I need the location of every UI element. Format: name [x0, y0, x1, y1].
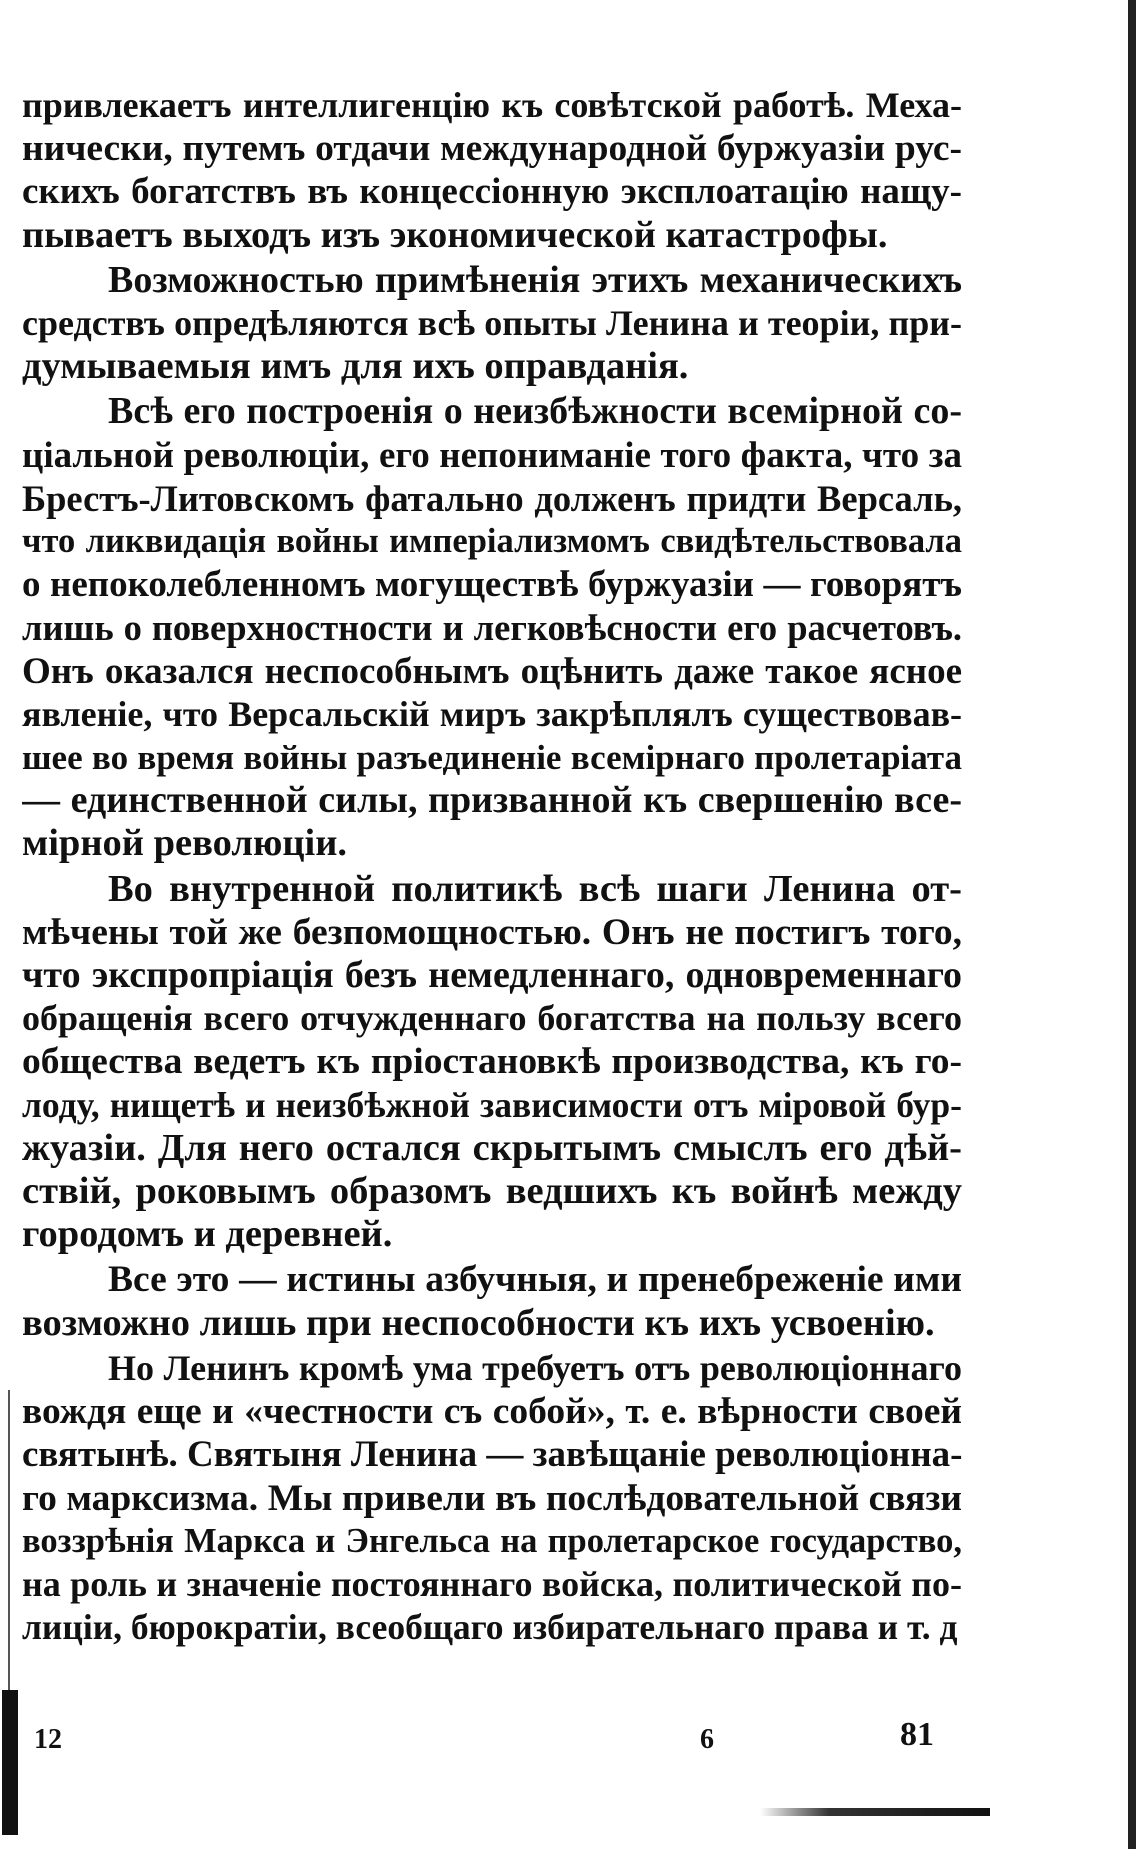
text-line: лоду, нищетѣ и неизбѣжной зависимости отъ міровой бур- — [22, 1084, 962, 1125]
paragraph — [22, 259, 962, 389]
text-line: Брестъ-Литовскомъ фатально долженъ придти Версаль, — [22, 477, 962, 519]
text-line: шее во время войны разъединеніе всемірнаго пролетаріата — [22, 738, 962, 778]
text-line: на роль и значеніе постояннаго войска, политической по- — [22, 1563, 962, 1604]
text-line: явленіе, что Версальскій миръ закрѣплялъ существовав- — [22, 693, 962, 734]
text-line: мѣчены той же безпомощностью. Онъ не постигъ того, — [22, 911, 962, 953]
text-line: скихъ богатствъ въ концессіонную эксплоатацію нащу- — [22, 171, 962, 213]
text-line: — единственной силы, призванной къ свершенію все- — [22, 779, 962, 822]
paragraph — [22, 84, 962, 257]
paragraph — [22, 390, 962, 865]
text-line: что ликвидація войны имперіализмомъ свидѣтельствовала — [22, 522, 962, 561]
text-line: вождя еще и «честности съ собой», т. е. вѣрности своей — [22, 1391, 962, 1433]
text-line: лиціи, бюрократіи, всеобщаго избирательнаго права и т. д — [22, 1607, 958, 1648]
text-line: Всѣ его построенія о неизбѣжности всемірной со- — [108, 390, 962, 433]
text-line: воззрѣнія Маркса и Энгельса на пролетарское государство, — [22, 1521, 962, 1560]
text-line: го марксизма. Мы привели въ послѣдовательной связи — [22, 1477, 962, 1519]
text-line: Но Ленинъ кромѣ ума требуетъ отъ революціоннаго — [108, 1347, 962, 1388]
text-line: общества ведетъ къ пріостановкѣ производства, къ го- — [22, 1041, 962, 1083]
signature-mark-middle: 6 — [700, 1724, 714, 1755]
paragraph — [22, 1258, 962, 1344]
scan-edge-right — [1128, 0, 1136, 1849]
text-line: ціальной революціи, его непониманіе того факта, что за — [22, 434, 962, 476]
text-line: нически, путемъ отдачи международной буржуазіи рус- — [22, 128, 962, 170]
text-line: жуазіи. Для него остался скрытымъ смыслъ его дѣй- — [22, 1126, 962, 1169]
text-line: привлекаетъ интеллигенцію къ совѣтской работѣ. Меха- — [22, 85, 962, 125]
text-line: пываетъ выходъ изъ экономической катастрофы. — [22, 213, 888, 256]
text-line: городомъ и деревней. — [22, 1213, 393, 1256]
text-line: святынѣ. Святыня Ленина — завѣщаніе революціонна- — [22, 1434, 962, 1476]
text-line: обращенія всего отчужденнаго богатства на пользу всего — [22, 998, 962, 1039]
text-line: Возможностью примѣненія этихъ механическихъ — [108, 258, 962, 301]
text-line: думываемыя имъ для ихъ оправданія. — [22, 345, 689, 388]
text-line: Все это — истины азбучныя, и пренебреженіе ими — [108, 1259, 962, 1301]
text-line: лишь о поверхностности и легковѣсности его расчетовъ. — [22, 607, 962, 649]
text-line: что экспропріація безъ немедленнаго, одновременнаго — [22, 954, 962, 997]
scan-edge-left — [2, 1690, 18, 1835]
text-line: средствъ опредѣляются всѣ опыты Ленина и теоріи, при- — [22, 303, 962, 344]
text-line: о непоколебленномъ могуществѣ буржуазіи — говорятъ — [22, 564, 962, 606]
paragraph — [22, 868, 962, 1257]
text-line: Во внутренной политикѣ всѣ шаги Ленина от- — [108, 867, 962, 910]
text-line: Онъ оказался неспособнымъ оцѣнить даже такое ясное — [22, 650, 962, 692]
signature-mark-left: 12 — [34, 1724, 62, 1755]
text-line: мірной революціи. — [22, 822, 348, 865]
scan-edge-left-thin — [8, 1390, 10, 1690]
body-text — [22, 84, 962, 1649]
paragraph — [22, 1347, 962, 1649]
page-number: 81 — [900, 1716, 934, 1753]
page-footer — [0, 1716, 1140, 1756]
text-line: возможно лишь при неспособности къ ихъ усвоенію. — [22, 1301, 935, 1344]
scan-artifact — [760, 1808, 990, 1816]
text-line: ствій, роковымъ образомъ ведшихъ къ войнѣ между — [22, 1170, 962, 1213]
